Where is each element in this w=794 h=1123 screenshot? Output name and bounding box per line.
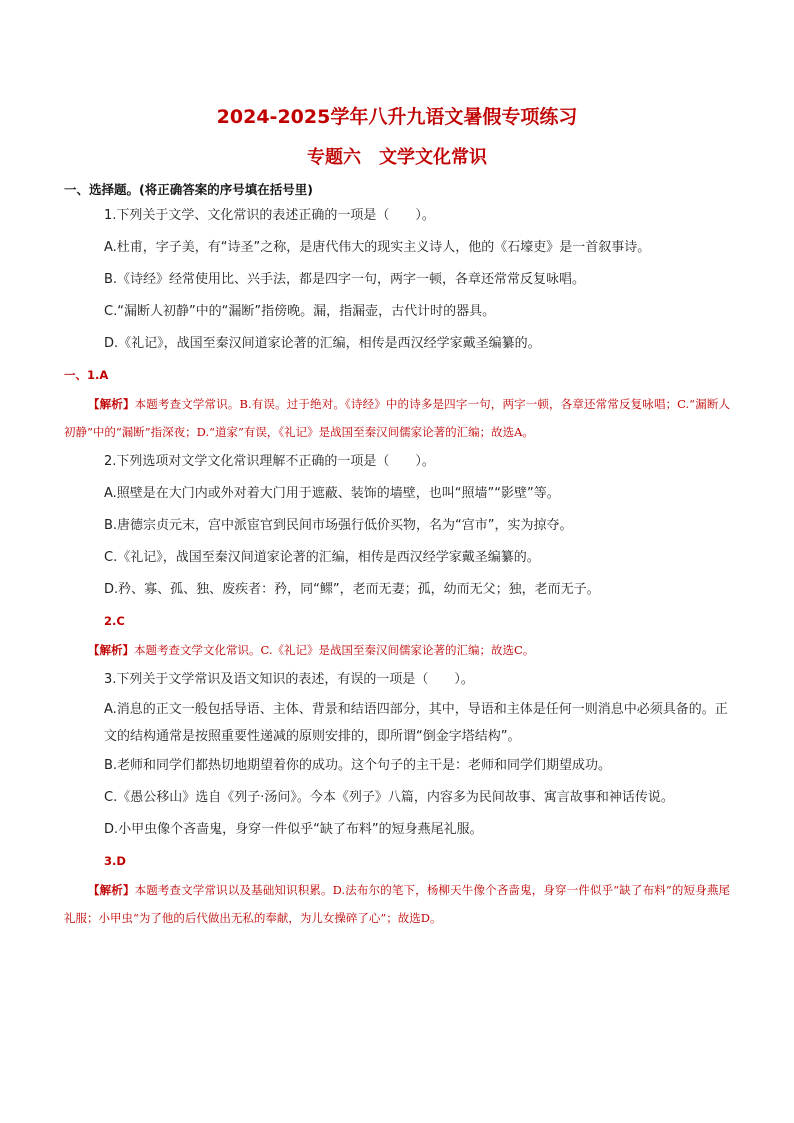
option-a: A.照壁是在大门内或外对着大门用于遮蔽、装饰的墙壁，也叫“照墙”“影壁”等。 (104, 486, 560, 501)
analysis-body: 本题考查文学常识。B.有误。过于绝对。《诗经》中的诗多是四字一句，两字一顿，各章还常常反复咏唱；C.“漏断人初静”中的“漏断”指深夜；D.“道家”有误，《礼记》是战国至秦汉间儒家论著的汇编；故选A。 (64, 397, 730, 439)
analysis-tag: 【解析】 (88, 643, 134, 657)
question-stem: 3.下列关于文学常识及语文知识的表述，有误的一项是（ ）。 (104, 672, 474, 687)
answer-label: 3.D (104, 854, 126, 868)
question-3 (64, 664, 730, 932)
analysis-text (64, 390, 730, 446)
option-d: D.矜、寡、孤、独、废疾者：矜，同“鳏”，老而无妻；孤，幼而无父；独，老而无子。 (104, 582, 600, 597)
page-subtitle: 专题六 文学文化常识 (307, 147, 487, 168)
option-b: B.《诗经》经常使用比、兴手法，都是四字一句，两字一顿，各章还常常反复咏唱。 (104, 272, 586, 287)
option-a: A.消息的正文一般包括导语、主体、背景和结语四部分，其中，导语和主体是任何一则消息中必须具备的。正文的结构通常是按照重要性递减的原则安排的，即所谓“倒金字塔结构”。 (104, 702, 728, 744)
option-b: B.老师和同学们都热切地期望着你的成功。这个句子的主干是：老师和同学们期望成功。 (104, 758, 612, 773)
section-heading: 一、选择题。(将正确答案的序号填在括号里) (64, 182, 313, 197)
option-c: C.“漏断人初静”中的“漏断”指傍晚。漏，指漏壶，古代计时的器具。 (104, 304, 496, 319)
analysis-text (64, 636, 730, 664)
analysis-text (64, 876, 730, 932)
analysis-body: 本题考查文学常识以及基础知识积累。D.法布尔的笔下，杨柳天牛像个吝啬鬼，身穿一件似乎“缺了布料”的短身燕尾礼服；小甲虫“为了他的后代做出无私的奉献，为儿女操碎了心”；故选D。 (64, 883, 731, 925)
answer-label: 一、1.A (64, 368, 109, 382)
question-2 (64, 446, 730, 664)
question-1 (64, 200, 730, 446)
page-title: 2024-2025学年八升九语文暑假专项练习 (216, 106, 578, 128)
question-stem: 2.下列选项对文学文化常识理解不正确的一项是（ ）。 (104, 454, 435, 469)
answer-label: 2.C (104, 614, 125, 628)
question-stem: 1.下列关于文学、文化常识的表述正确的一项是（ ）。 (104, 208, 435, 223)
option-b: B.唐德宗贞元末，宫中派宦官到民间市场强行低价买物，名为“宫市”，实为掠夺。 (104, 518, 573, 533)
analysis-tag: 【解析】 (88, 883, 135, 897)
option-d: D.《礼记》，战国至秦汉间道家论著的汇编，相传是西汉经学家戴圣编纂的。 (104, 336, 541, 351)
analysis-body: 本题考查文学文化常识。C.《礼记》是战国至秦汉间儒家论著的汇编；故选C。 (134, 643, 535, 657)
option-c: C.《礼记》，战国至秦汉间道家论著的汇编，相传是西汉经学家戴圣编纂的。 (104, 550, 540, 565)
analysis-tag: 【解析】 (88, 397, 135, 411)
option-d: D.小甲虫像个吝啬鬼，身穿一件似乎“缺了布料”的短身燕尾礼服。 (104, 822, 483, 837)
option-a: A.杜甫，字子美，有“诗圣”之称，是唐代伟大的现实主义诗人，他的《石壕吏》是一首叙事诗。 (104, 240, 651, 255)
option-c: C.《愚公移山》选自《列子·汤问》。今本《列子》八篇，内容多为民间故事、寓言故事和神话传说。 (104, 790, 674, 805)
